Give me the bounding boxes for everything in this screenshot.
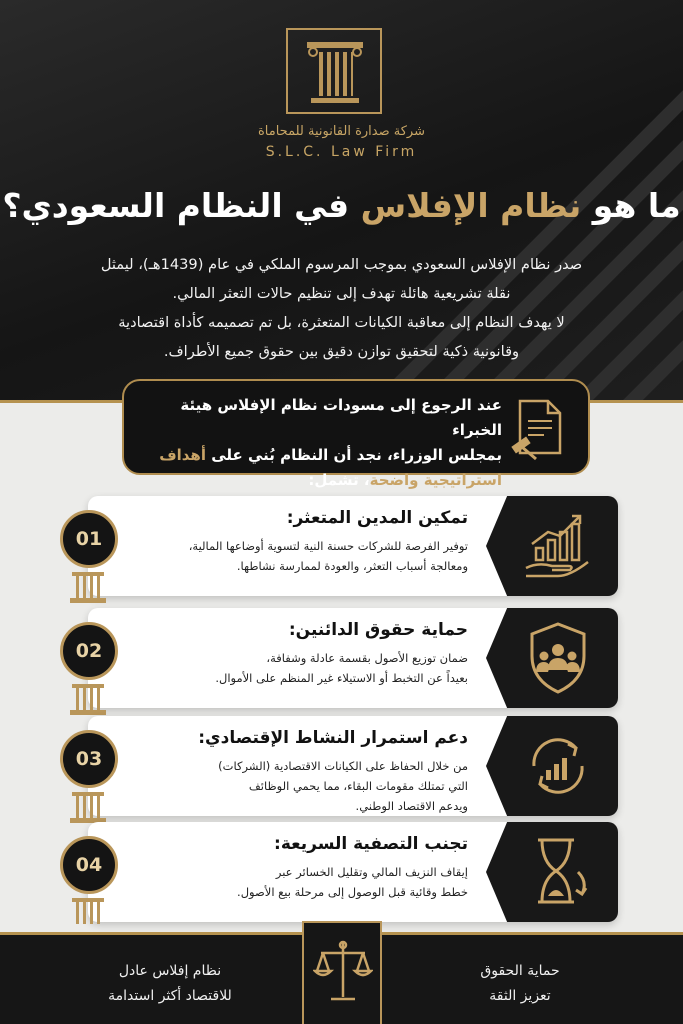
page-title bbox=[0, 186, 683, 225]
cycle-chart-icon bbox=[518, 726, 598, 806]
goal-icon-panel bbox=[486, 608, 618, 708]
scales-emblem bbox=[302, 921, 382, 1024]
goal-line: بعيداً عن التخبط أو الاستيلاء غير المنظم على الأموال. bbox=[215, 671, 468, 685]
intro-line: لا يهدف النظام إلى معاقبة الكيانات المتعثرة، بل تم تصميمه كأداة اقتصادية bbox=[118, 314, 565, 331]
title-part2: في النظام السعودي؟ bbox=[2, 186, 361, 225]
footer-line: للاقتصاد أكثر استدامة bbox=[108, 988, 232, 1004]
scales-icon bbox=[313, 937, 373, 1007]
goal-line: ضمان توزيع الأصول بقسمة عادلة وشفافة، bbox=[266, 651, 468, 665]
footer-line: نظام إفلاس عادل bbox=[118, 963, 222, 979]
goal-description bbox=[98, 862, 468, 902]
goal-icon-panel bbox=[486, 822, 618, 922]
goal-title: تجنب التصفية السريعة: bbox=[274, 834, 468, 854]
footer-line: تعزيز الثقة bbox=[489, 988, 551, 1004]
goal-number-2: 02 bbox=[60, 622, 118, 680]
hourglass-icon bbox=[518, 832, 598, 912]
intro-line: نقلة تشريعية هائلة تهدف إلى تنظيم حالات التعثر المالي. bbox=[172, 285, 511, 302]
goal-title: تمكين المدين المتعثر: bbox=[286, 508, 468, 528]
intro-line: وقانونية ذكية لتحقيق توازن دقيق بين حقوق جميع الأطراف. bbox=[163, 343, 520, 360]
callout-gold-2: استراتيجية واضحة bbox=[369, 471, 502, 489]
footer-slogan-left bbox=[70, 959, 270, 1009]
goal-line: توفير الفرصة للشركات حسنة النية لتسوية أوضاعها المالية، bbox=[188, 539, 468, 553]
logo bbox=[286, 28, 382, 114]
goal-line: خطط وقائية قبل الوصول إلى مرحلة بيع الأصول. bbox=[237, 885, 468, 899]
document-gavel-icon bbox=[510, 397, 572, 461]
brand-name-english: S.L.C. Law Firm bbox=[265, 144, 418, 160]
intro-paragraph bbox=[60, 250, 623, 366]
goal-line: ويدعم الاقتصاد الوطني. bbox=[355, 799, 468, 813]
goal-number-4: 04 bbox=[60, 836, 118, 894]
goal-card-3 bbox=[88, 716, 618, 816]
callout-text-3: ، تشمل: bbox=[308, 471, 370, 489]
goal-description bbox=[98, 536, 468, 576]
goal-line: إيقاف النزيف المالي وتقليل الخسائر عبر bbox=[275, 865, 468, 879]
goal-title: حماية حقوق الدائنين: bbox=[288, 620, 468, 640]
footer-slogan-right bbox=[430, 959, 610, 1009]
callout-text bbox=[132, 393, 502, 493]
footer-line: حماية الحقوق bbox=[480, 963, 560, 979]
goal-description bbox=[98, 756, 468, 816]
callout-box bbox=[122, 379, 590, 489]
goal-line: من خلال الحفاظ على الكيانات الاقتصادية (الشركات) bbox=[218, 759, 468, 773]
goal-description bbox=[98, 648, 468, 688]
goal-card-4 bbox=[88, 822, 618, 922]
goal-icon-panel bbox=[486, 716, 618, 816]
intro-line: صدر نظام الإفلاس السعودي بموجب المرسوم الملكي في عام (1439هـ)، ليمثل bbox=[100, 256, 583, 273]
callout-text-2: بمجلس الوزراء، نجد أن النظام بُني على bbox=[205, 446, 502, 464]
shield-group-icon bbox=[518, 618, 598, 698]
callout-gold-1: أهداف bbox=[159, 446, 206, 464]
goal-number-3: 03 bbox=[60, 730, 118, 788]
title-highlight: نظام الإفلاس bbox=[360, 186, 582, 225]
goal-icon-panel bbox=[486, 496, 618, 596]
growth-hand-icon bbox=[518, 506, 598, 586]
goal-title: دعم استمرار النشاط الإقتصادي: bbox=[198, 728, 468, 748]
title-part1: ما هو bbox=[581, 186, 681, 225]
goal-card-1 bbox=[88, 496, 618, 596]
goal-line: ومعالجة أسباب التعثر، والعودة لممارسة نشاطها. bbox=[236, 559, 468, 573]
callout-text-1: عند الرجوع إلى مسودات نظام الإفلاس هيئة الخبراء bbox=[180, 396, 502, 439]
goal-number-1: 01 bbox=[60, 510, 118, 568]
pillar-logo-icon bbox=[305, 38, 365, 106]
goal-line: التي تمتلك مقومات البقاء، مما يحمي الوظائف bbox=[248, 779, 468, 793]
goal-card-2 bbox=[88, 608, 618, 708]
brand-name-arabic: شركة صدارة القانونية للمحاماة bbox=[257, 124, 425, 139]
